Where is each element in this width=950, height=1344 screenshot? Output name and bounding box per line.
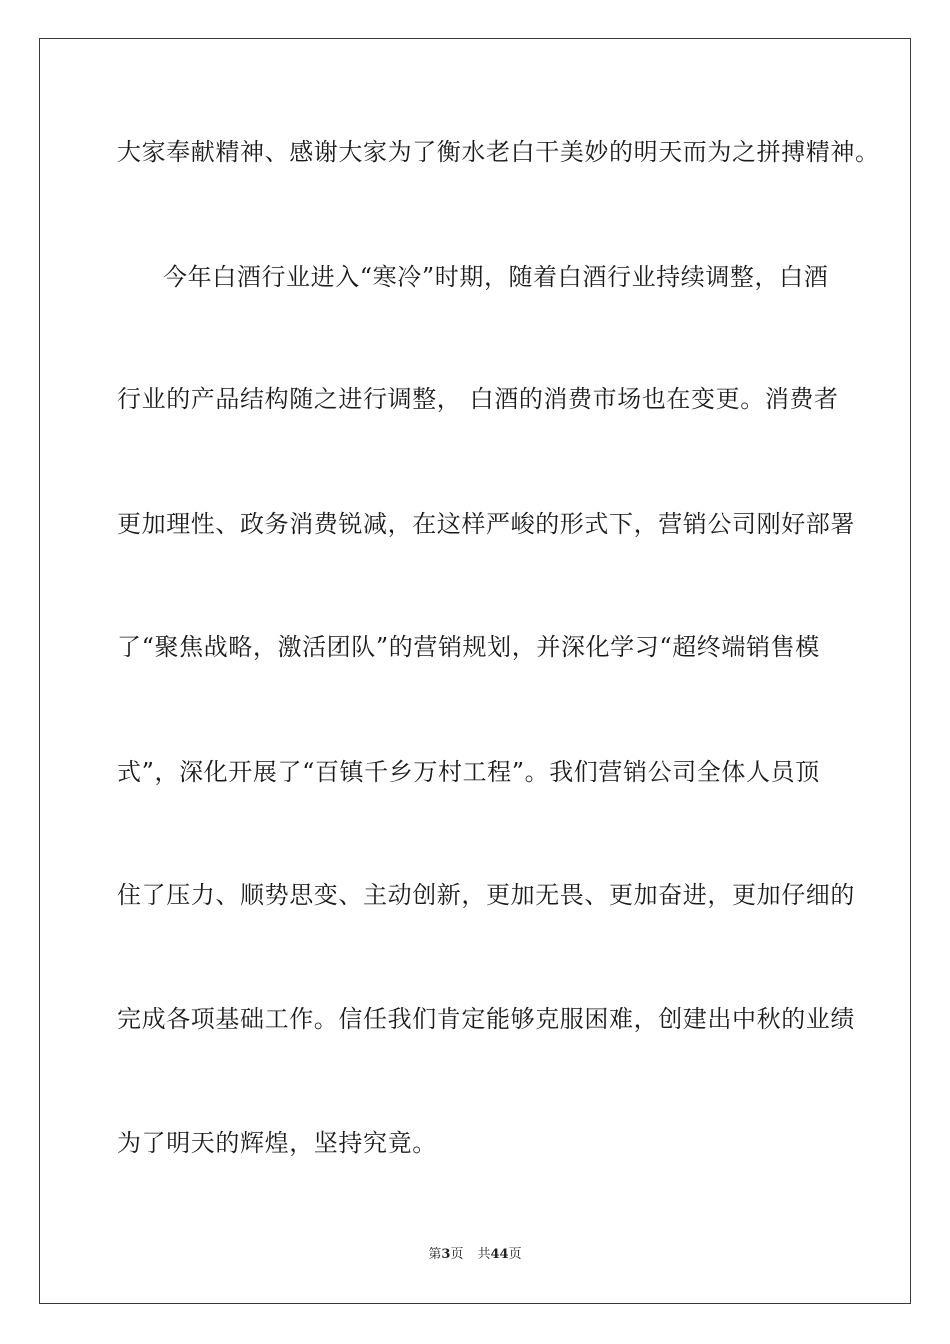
page-number: 3 bbox=[441, 1247, 451, 1262]
body-text-line: 式”，深化开展了“百镇千乡万村工程”。我们营销公司全体人员顶 bbox=[117, 758, 820, 786]
body-text-line: 住了压力、顺势思变、主动创新，更加无畏、更加奋进，更加仔细的 bbox=[117, 881, 855, 909]
body-text-line: 完成各项基础工作。信任我们肯定能够克服困难，创建出中秋的业绩 bbox=[117, 1005, 855, 1033]
total-suffix: 页 bbox=[508, 1247, 522, 1262]
total-prefix: 共 bbox=[477, 1247, 491, 1262]
body-text-line: 大家奉献精神、感谢大家为了衡水老白干美妙的明天而为之拼搏精神。 bbox=[117, 138, 880, 166]
total-pages: 44 bbox=[490, 1247, 509, 1262]
body-text-line: 今年白酒行业进入“寒冷”时期，随着白酒行业持续调整，白酒 bbox=[163, 263, 829, 291]
page-border bbox=[39, 38, 911, 1304]
page-prefix: 第 bbox=[428, 1247, 442, 1262]
body-text-line: 了“聚焦战略，激活团队”的营销规划，并深化学习“超终端销售模 bbox=[117, 633, 820, 661]
body-text-line: 更加理性、政务消费锐减，在这样严峻的形式下，营销公司刚好部署 bbox=[117, 510, 855, 538]
body-text-line: 为了明天的辉煌，坚持究竟。 bbox=[117, 1129, 437, 1157]
page-footer bbox=[0, 1246, 950, 1264]
page-suffix: 页 bbox=[450, 1247, 464, 1262]
body-text-line: 行业的产品结构随之进行调整， 白酒的消费市场也在变更。消费者 bbox=[117, 385, 839, 413]
